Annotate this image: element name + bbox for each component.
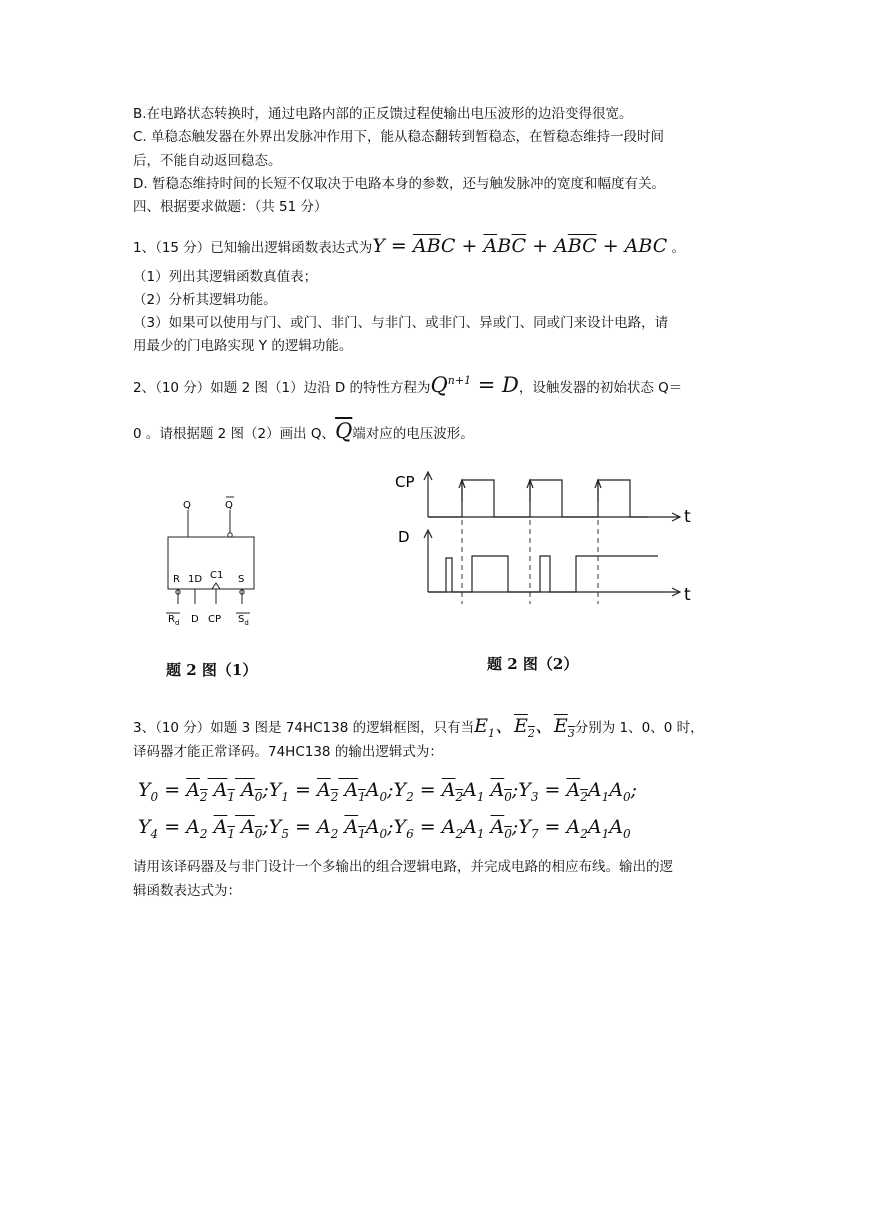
section-4-heading: 四、根据要求做题：（共 51 分） [133, 199, 328, 215]
q-bar-symbol: $\overline{Q}$ [335, 419, 353, 443]
enable-inputs: $E_1$、$E_2$、$E_3$ [474, 715, 575, 740]
question-1-part1: （1）列出其逻辑函数真值表； [133, 269, 318, 285]
question-2-line1 [133, 366, 682, 403]
question-2-line2-suffix: 端对应的电压波形。 [352, 426, 474, 442]
option-d: D. 暂稳态维持时间的长短不仅取决于电路本身的参数，还与触发脉冲的宽度和幅度有关。 [133, 176, 665, 192]
question-1-suffix: 。 [671, 240, 686, 256]
option-b: B.在电路状态转换时，通过电路内部的正反馈过程使输出电压波形的边沿变得很宽。 [133, 106, 633, 122]
question-2-line2 [133, 416, 474, 449]
pin-qbar-label: Q [225, 500, 233, 511]
figure-2-caption: 题 2 图（2） [487, 655, 579, 673]
question-2-line2-prefix: 0 。请根据题 2 图（2）画出 Q、 [133, 426, 336, 442]
question-1-formula: $Y = \overline{AB}C + \overline{A}B\overline{C} + A\overline{BC}$ + ABC [372, 235, 668, 257]
d-time-label: t [684, 585, 691, 605]
cp-time-label: t [684, 507, 691, 527]
question-3-suffix: 分别为 1、0、0 时， [574, 720, 704, 736]
d-axis-label: D [398, 528, 410, 546]
question-3-line2: 译码器才能正常译码。74HC138 的输出逻辑式为： [133, 744, 443, 760]
question-2-suffix: ，设触发器的初始状态 Q＝ [518, 380, 683, 396]
figure-1-caption: 题 2 图（1） [166, 661, 258, 679]
figure-2-waveforms [390, 462, 720, 612]
question-3-task-line1: 请用该译码器及与非门设计一个多输出的组合逻辑电路，并完成电路的相应布线。输出的逻 [133, 859, 673, 875]
option-c-line1: C. 单稳态触发器在外界出发脉冲作用下，能从稳态翻转到暂稳态，在暂稳态维持一段时间 [133, 129, 665, 145]
pin-r-label: R [173, 574, 180, 585]
question-1-prefix: 1、（15 分）已知输出逻辑函数表达式为 [133, 240, 373, 256]
question-1-part2: （2）分析其逻辑功能。 [133, 292, 277, 308]
characteristic-equation: $Q^{n+1} = D$ [430, 373, 519, 397]
figure-1-flip-flop [150, 492, 290, 632]
question-3-task-line2: 辑函数表达式为： [133, 883, 241, 899]
input-sd-label: $S_d$ [238, 614, 249, 627]
question-2-prefix: 2、（10 分）如题 2 图（1）边沿 D 的特性方程为 [133, 380, 431, 396]
question-1-intro [133, 233, 685, 261]
decoder-equations-row1: $Y_0 = A_2$ $A_1$ $A_0;Y_1 = A_2$ $A_1A_0;Y_2 = A_2A_1$ $A_0;Y_3 = A_2A_1A_0$; [138, 779, 638, 804]
decoder-equations-row2: $Y_4 = A_2$ $A_1$ $A_0;Y_5 = A_2$ $A_1A_0;Y_6 = A_2A_1$ $A_0;Y_7 = A_2A_1A_0$ [138, 816, 631, 841]
input-rd-label: $R_d$ [168, 614, 180, 627]
option-c-line2: 后，不能自动返回稳态。 [133, 153, 282, 169]
question-3-prefix: 3、（10 分）如题 3 图是 74HC138 的逻辑框图，只有当 [133, 720, 475, 736]
pin-1d-label: 1D [188, 574, 203, 585]
pin-c1-label: C1 [210, 570, 224, 581]
pin-s-label: S [238, 574, 245, 585]
question-1-part3-line1: （3）如果可以使用与门、或门、非门、与非门、或非门、异或门、同或门来设计电路，请 [133, 315, 669, 331]
cp-axis-label: CP [395, 473, 415, 491]
input-cp-label: CP [208, 614, 222, 625]
pin-q-label: Q [183, 500, 191, 511]
question-1-part3-line2: 用最少的门电路实现 Y 的逻辑功能。 [133, 338, 353, 354]
input-d-label: D [191, 614, 199, 625]
